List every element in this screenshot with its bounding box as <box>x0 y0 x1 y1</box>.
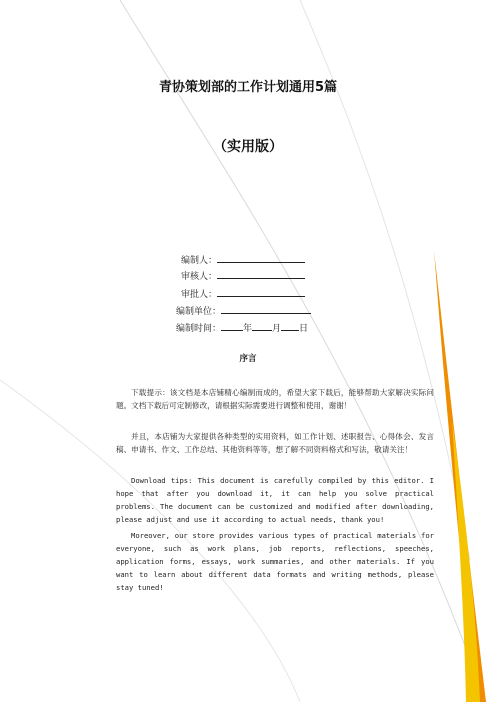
unit-label: 编制单位： <box>176 307 222 317</box>
editor-blank-line <box>217 252 305 263</box>
time-label: 编制时间： <box>176 324 222 334</box>
paragraph-download-tips-cn: 下载提示：该文档是本店铺精心编制而成的，希望大家下载后，能够帮助大家解决实际问题。文档下载后可定制修改，请根据实际需要进行调整和使用，谢谢！ <box>116 388 434 410</box>
day-blank-line <box>281 320 299 331</box>
month-label: 月 <box>272 324 282 334</box>
year-label: 年 <box>243 324 253 334</box>
approver-label: 审批人： <box>181 290 218 300</box>
reviewer-label: 审核人： <box>181 272 218 282</box>
editor-label: 编制人： <box>181 256 218 266</box>
approver-blank-line <box>217 286 305 297</box>
editor-row <box>181 252 305 267</box>
month-blank-line <box>252 320 272 331</box>
reviewer-row <box>181 268 305 283</box>
orange-swoosh <box>434 250 486 702</box>
day-label: 日 <box>299 324 309 334</box>
unit-row <box>176 303 311 318</box>
paragraph-download-tips-en: Download tips: This document is carefully compiled by this editor. I hope that after you download it, it can help you solve practical problems. The document can be customized and modified after downloading, please adjust and use it according to actual needs, thank you! <box>116 476 434 524</box>
yellow-swoosh <box>452 420 480 702</box>
reviewer-blank-line <box>217 268 305 279</box>
preface-title: 序言 <box>239 354 257 364</box>
paragraph-store-info-cn: 并且，本店铺为大家提供各种类型的实用资料，如工作计划、述职报告、心得体会、发言稿、申请书、作文、工作总结、其他资料等等，想了解不同资料格式和写法，敬请关注！ <box>116 432 434 454</box>
year-blank-line <box>221 320 243 331</box>
document-title: 青协策划部的工作计划通用5篇 <box>158 80 338 95</box>
time-row <box>176 320 308 335</box>
document-subtitle: （实用版） <box>213 139 283 155</box>
gray-curve-line <box>120 0 486 702</box>
approver-row <box>181 286 305 301</box>
unit-blank-line <box>221 303 311 314</box>
paragraph-store-info-en: Moreover, our store provides various types of practical materials for everyone, such as work plans, job reports, reflections, speeches, application forms, essays, work summaries, and other materials. If you want to learn about different data formats and writing methods, please stay tuned! <box>116 531 434 592</box>
